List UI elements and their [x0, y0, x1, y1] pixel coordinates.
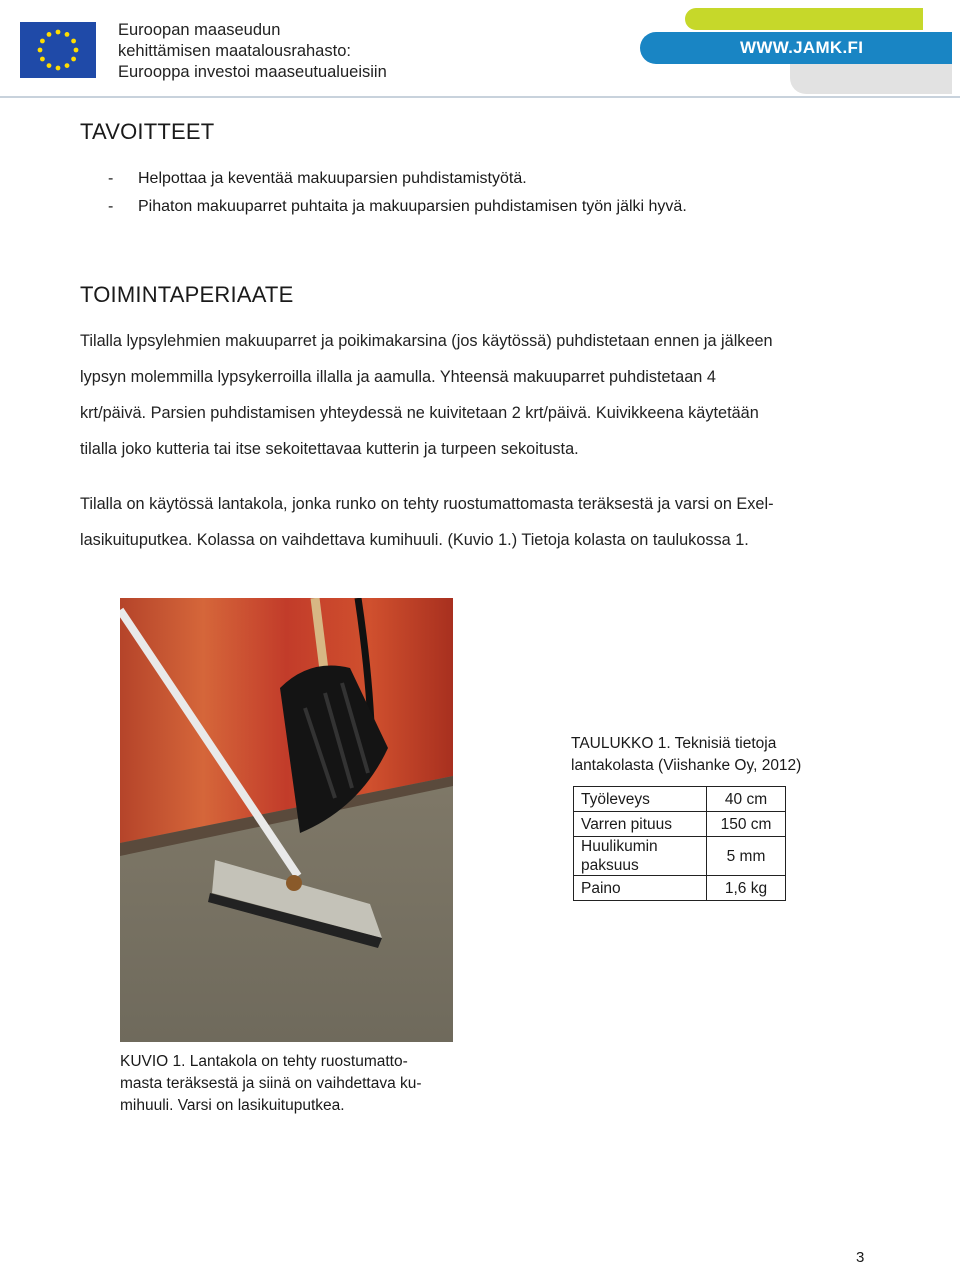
- table-cell-label: Paino: [574, 876, 707, 901]
- bullet-dash: -: [108, 198, 114, 215]
- goal-item: Pihaton makuuparret puhtaita ja makuuparsien puhdistamisen työn jälki hyvä.: [138, 198, 687, 215]
- paragraph-line: lypsyn molemmilla lypsykerroilla illalla ja aamulla. Yhteensä makuuparret puhdistetaan 4: [80, 368, 716, 386]
- table-cell-value: 40 cm: [707, 787, 786, 812]
- eu-fund-line-3: Eurooppa investoi maaseutualueisiin: [118, 63, 387, 81]
- eu-star: [56, 66, 61, 71]
- spec-table: [573, 786, 786, 901]
- paragraph-line: lasikuituputkea. Kolassa on vaihdettava kumihuuli. (Kuvio 1.) Tietoja kolasta on taulukossa 1.: [80, 531, 749, 549]
- header-divider: [0, 96, 960, 98]
- table-cell-label: Varren pituus: [574, 812, 707, 837]
- bullet-dash: -: [108, 170, 114, 187]
- table-caption-line: TAULUKKO 1. Teknisiä tietoja: [571, 735, 777, 752]
- jamk-banner-grey-stripe: [790, 64, 952, 94]
- eu-star: [65, 32, 70, 37]
- eu-star: [47, 32, 52, 37]
- eu-star: [47, 63, 52, 68]
- eu-star: [74, 48, 79, 53]
- table-row: [574, 876, 786, 901]
- goal-item: Helpottaa ja keventää makuuparsien puhdistamistyötä.: [138, 170, 527, 187]
- eu-star: [65, 63, 70, 68]
- eu-star: [71, 39, 76, 44]
- table-row: [574, 787, 786, 812]
- table-row: [574, 837, 786, 876]
- table-cell-value: 5 mm: [707, 837, 786, 876]
- eu-star: [40, 57, 45, 62]
- figure-caption-line: masta teräksestä ja siinä on vaihdettava ku-: [120, 1075, 422, 1092]
- table-row: [574, 812, 786, 837]
- paragraph-line: Tilalla lypsylehmien makuuparret ja poikimakarsina (jos käytössä) puhdistetaan ennen ja jälkeen: [80, 332, 773, 350]
- table-cell-label: [574, 837, 707, 876]
- table-cell-value: 150 cm: [707, 812, 786, 837]
- figure-caption-line: KUVIO 1. Lantakola on tehty ruostumatto-: [120, 1053, 408, 1070]
- paragraph-line: krt/päivä. Parsien puhdistamisen yhteydessä ne kuivitetaan 2 krt/päivä. Kuivikkeena käytetään: [80, 404, 759, 422]
- paragraph-line: Tilalla on käytössä lantakola, jonka runko on tehty ruostumattomasta teräksestä ja varsi on Exel-: [80, 495, 774, 513]
- goals-heading: TAVOITTEET: [80, 119, 215, 144]
- eu-stars-icon: [20, 22, 96, 78]
- paragraph-line: tilalla joko kutteria tai itse sekoitettavaa kutterin ja turpeen sekoitusta.: [80, 440, 579, 458]
- jamk-banner-lime-stripe: [685, 8, 923, 30]
- jamk-url: WWW.JAMK.FI: [740, 38, 864, 57]
- eu-flag-logo: [20, 22, 96, 78]
- page-number: 3: [856, 1249, 865, 1266]
- eu-star: [40, 39, 45, 44]
- table-caption-line: lantakolasta (Viishanke Oy, 2012): [571, 757, 802, 774]
- eu-star: [38, 48, 43, 53]
- eu-star: [71, 57, 76, 62]
- eu-fund-line-2: kehittämisen maatalousrahasto:: [118, 42, 351, 60]
- table-cell-label-line: paksuus: [581, 857, 639, 874]
- figure-caption-line: mihuuli. Varsi on lasikuituputkea.: [120, 1097, 345, 1114]
- eu-star: [56, 30, 61, 35]
- table-cell-label: Työleveys: [574, 787, 707, 812]
- table-cell-value: 1,6 kg: [707, 876, 786, 901]
- scraper-photo: [120, 598, 453, 1042]
- eu-fund-line-1: Euroopan maaseudun: [118, 21, 281, 39]
- principle-heading: TOIMINTAPERIAATE: [80, 282, 294, 307]
- table-cell-label-line: Huulikumin: [581, 838, 658, 855]
